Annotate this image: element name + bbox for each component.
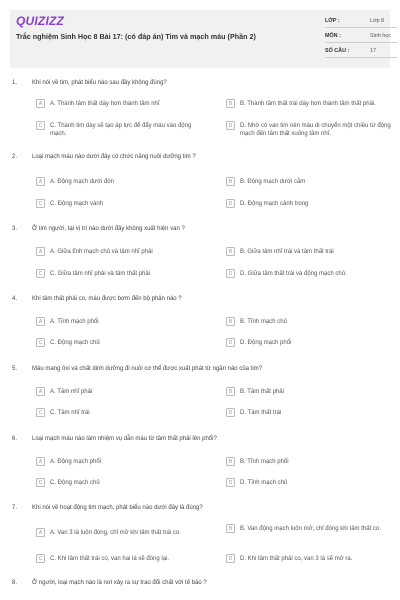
option-letter-box: C — [36, 199, 45, 208]
question-text: Loại mạch máu nào dưới đây có chức năng nuôi dưỡng tim ? — [32, 154, 196, 160]
question-6 — [10, 436, 390, 498]
option-letter-box: A — [36, 387, 45, 396]
question-text: Ở tim người, tại vị trí nào dưới đây không xuất hiện van ? — [32, 226, 185, 232]
option-letter-box: C — [36, 269, 45, 278]
question-5 — [10, 366, 390, 428]
meta-row-subject — [325, 31, 397, 43]
option-letter-box: B — [226, 99, 235, 108]
meta-value: Sinh học — [370, 33, 391, 39]
question-4 — [10, 296, 390, 358]
option-text: A. Thành tâm thất dày hơn thành tâm nhĩ — [50, 100, 160, 107]
option-text: D. Động mạch cảnh trong — [240, 200, 309, 207]
option-text: A. Tĩnh mạch phổi — [50, 318, 99, 325]
quizizz-logo[interactable]: QUIZIZZ — [16, 14, 65, 28]
question-text: Khi tâm thất phải co, máu được bơm đến bộ phận nào ? — [32, 296, 182, 302]
option-letter-box: D — [226, 554, 235, 563]
option-text: D. Giữa tâm thất trái và động mạch chủ. — [240, 270, 347, 277]
question-number: 3. — [12, 226, 18, 232]
question-7 — [10, 505, 390, 571]
option-text: B. Tĩnh mạch phổi — [240, 458, 289, 465]
option-text: C. Tâm nhĩ trái — [50, 409, 90, 416]
option-letter-box: A — [36, 457, 45, 466]
question-number: 5. — [12, 366, 18, 372]
option-text: C. Động mạch chủ — [50, 479, 100, 486]
option-letter-box: C — [36, 338, 45, 347]
meta-value: Lớp 8 — [370, 18, 385, 24]
option-text: D. Tĩnh mạch chủ — [240, 479, 288, 486]
option-letter-box: A — [36, 317, 45, 326]
option-text: A. Van 3 lá luôn đóng, chỉ mở khi tâm thất trái co. — [50, 529, 181, 536]
option-text: B. Tĩnh mạch chủ — [240, 318, 287, 325]
meta-row-grade — [325, 16, 397, 28]
meta-row-question-count — [325, 46, 397, 58]
question-number: 1. — [12, 80, 18, 86]
option-letter-box: B — [226, 177, 235, 186]
question-3 — [10, 226, 390, 288]
option-letter-box: B — [226, 524, 235, 533]
question-number: 4. — [12, 296, 18, 302]
option-letter-box: A — [36, 247, 45, 256]
option-text: B. Thành tâm thất trái dày hơn thành tâm thất phải. — [240, 100, 376, 107]
option-text: C. Động mạch chủ — [50, 339, 100, 346]
option-text: D. Tâm thất trái — [240, 409, 282, 416]
option-text: B. Van động mạch luôn mở, chỉ đóng khi tâm thất co. — [240, 525, 381, 532]
option-text: C. Thành tim dày sẽ tạo áp lực để đẩy máu vào động mạch. — [50, 122, 192, 137]
meta-label: LỚP : — [325, 18, 340, 24]
meta-label: MÔN : — [325, 33, 341, 39]
option-letter-box: D — [226, 269, 235, 278]
question-8 — [10, 580, 390, 594]
option-letter-box: C — [36, 478, 45, 487]
option-letter-box: D — [226, 408, 235, 417]
question-text: Ở người, loại mạch nào là nơi xảy ra sự trao đổi chất với tế bào ? — [32, 580, 207, 586]
question-number: 6. — [12, 436, 18, 442]
option-letter-box: B — [226, 317, 235, 326]
option-text: B. Tâm thất phải — [240, 388, 284, 395]
option-letter-box: A — [36, 528, 45, 537]
option-letter-box: D — [226, 338, 235, 347]
option-text: A. Động mạch dưới đòn — [50, 178, 114, 185]
option-letter-box: B — [226, 387, 235, 396]
option-letter-box: A — [36, 99, 45, 108]
option-letter-box: B — [226, 457, 235, 466]
question-number: 7. — [12, 505, 18, 511]
question-1 — [10, 80, 390, 142]
question-text: Khi nói về hoạt động tim mạch, phát biểu nào dưới đây là đúng? — [32, 505, 203, 511]
option-letter-box: D — [226, 199, 235, 208]
option-text: C. Khi tâm thất trái co, van hai lá sẽ đóng lại. — [50, 555, 170, 562]
option-letter-box: A — [36, 177, 45, 186]
option-text: D. Khi tâm thất phải co, van 3 lá sẽ mở ra. — [240, 555, 353, 562]
question-number: 8. — [12, 580, 18, 586]
worksheet-header — [10, 10, 390, 68]
option-text: D. Nhờ có van tim nên máu di chuyển một chiều từ động mạch đến tâm thất xuống tâm nhĩ. — [240, 122, 391, 137]
option-letter-box: B — [226, 247, 235, 256]
question-text: Máu mang ôxi và chất dinh dưỡng đi nuôi cơ thể được xuất phát từ ngăn nào của tim? — [32, 366, 262, 372]
option-text: C. Giữa tâm nhĩ phải và tâm thất phải — [50, 270, 151, 277]
worksheet-title: Trắc nghiệm Sinh Học 8 Bài 17: (có đáp án) Tim và mạch máu (Phần 2) — [16, 32, 256, 41]
option-letter-box: D — [226, 478, 235, 487]
question-text: Loại mạch máu nào làm nhiệm vụ dẫn máu từ tâm thất phải lên phổi? — [32, 436, 217, 442]
meta-value: 17 — [370, 48, 376, 54]
option-letter-box: C — [36, 554, 45, 563]
option-text: B. Giữa tâm nhĩ trái và tâm thất trái — [240, 248, 334, 255]
question-number: 2. — [12, 154, 18, 160]
option-letter-box: C — [36, 121, 45, 130]
option-text: A. Giữa tĩnh mạch chủ và tâm nhĩ phải — [50, 248, 153, 255]
option-text: A. Tâm nhĩ phải — [50, 388, 93, 395]
option-letter-box: C — [36, 408, 45, 417]
meta-label: SỐ CÂU : — [325, 48, 350, 54]
option-text: D. Động mạch phổi — [240, 339, 292, 346]
option-text: C. Động mạch vành — [50, 200, 104, 207]
option-letter-box: D — [226, 121, 235, 130]
question-text: Khi nói về tim, phát biểu nào sau đây không đúng? — [32, 80, 167, 86]
question-2 — [10, 154, 390, 216]
option-text: A. Động mạch phổi — [50, 458, 102, 465]
option-text: B. Động mạch dưới cằm — [240, 178, 306, 185]
